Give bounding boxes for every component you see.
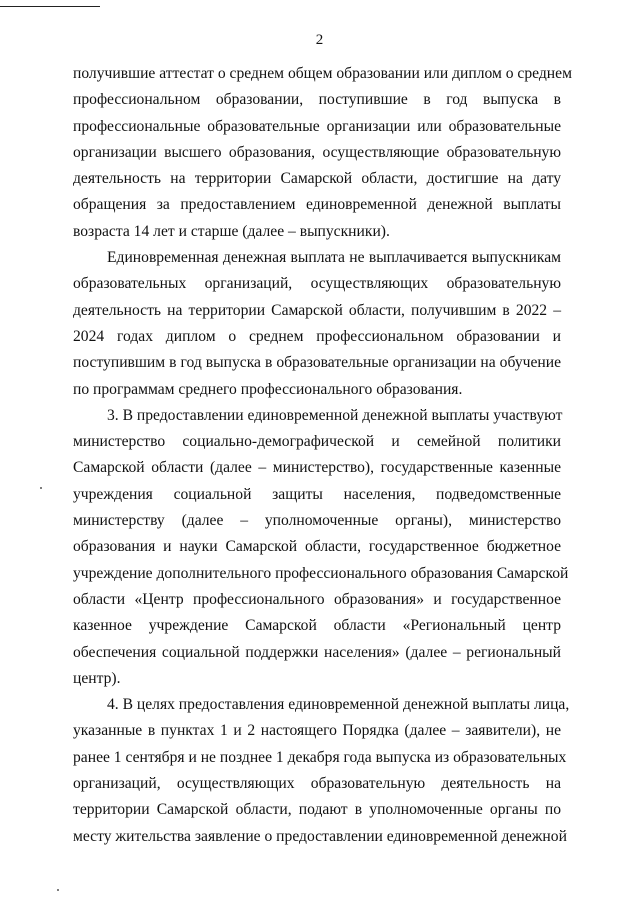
document-body bbox=[73, 61, 572, 850]
text-line: центр). bbox=[73, 669, 121, 687]
text-line: министерству (далее – уполномоченные органы), министерство bbox=[73, 512, 561, 530]
text-line: 2024 годах диплом о среднем профессиональном образовании и bbox=[73, 327, 561, 345]
text-line: получившие аттестат о среднем общем образовании или диплом о среднем bbox=[73, 65, 572, 82]
paragraph-3 bbox=[73, 403, 569, 692]
text-line: казенное учреждение Самарской области «Региональный центр bbox=[73, 617, 561, 635]
paragraph-2 bbox=[73, 245, 561, 403]
paragraph-1 bbox=[73, 61, 572, 245]
text-line: Самарской области (далее – министерство), государственные казенные bbox=[73, 459, 561, 477]
text-line: области «Центр профессионального образования» и государственное bbox=[73, 590, 561, 608]
text-line: учреждение дополнительного профессионального образования Самарской bbox=[73, 564, 569, 582]
text-line: обращения за предоставлением единовременной денежной выплаты bbox=[73, 196, 561, 214]
text-line: месту жительства заявление о предоставлении единовременной денежной bbox=[73, 827, 567, 845]
text-line: 3. В предоставлении единовременной денежной выплаты участвуют bbox=[107, 406, 563, 424]
paragraph-4 bbox=[73, 692, 570, 850]
text-line: поступившим в год выпуска в образовательные организации на обучение bbox=[73, 354, 561, 372]
scan-speck bbox=[40, 487, 42, 489]
text-line: ранее 1 сентября и не позднее 1 декабря года выпуска из образовательных bbox=[73, 748, 567, 766]
text-line: возраста 14 лет и старше (далее – выпускники). bbox=[73, 222, 390, 240]
text-line: 4. В целях предоставления единовременной денежной выплаты лица, bbox=[107, 696, 570, 714]
text-line: Единовременная денежная выплата не выплачивается выпускникам bbox=[107, 249, 561, 267]
page-number: 2 bbox=[315, 32, 324, 48]
scan-speck bbox=[57, 889, 59, 891]
header-rule bbox=[0, 6, 100, 7]
text-line: профессиональном образовании, поступившие в год выпуска в bbox=[73, 91, 561, 109]
text-line: министерство социально-демографической и семейной политики bbox=[73, 433, 561, 451]
text-line: деятельность на территории Самарской области, достигшие на дату bbox=[73, 170, 561, 188]
text-line: организаций, осуществляющих образовательную деятельность на bbox=[73, 775, 561, 793]
text-line: по программам среднего профессионального образования. bbox=[73, 380, 463, 398]
text-line: профессиональные образовательные организации или образовательные bbox=[73, 117, 561, 135]
text-line: образовательных организаций, осуществляющих образовательную bbox=[73, 275, 561, 293]
text-line: территории Самарской области, подают в уполномоченные органы по bbox=[73, 801, 561, 819]
text-line: образования и науки Самарской области, государственное бюджетное bbox=[73, 538, 561, 556]
text-line: учреждения социальной защиты населения, подведомственные bbox=[73, 485, 561, 503]
text-line: указанные в пунктах 1 и 2 настоящего Порядка (далее – заявители), не bbox=[73, 722, 561, 740]
text-line: организации высшего образования, осуществляющие образовательную bbox=[73, 143, 561, 161]
text-line: деятельность на территории Самарской области, получившим в 2022 – bbox=[73, 301, 561, 319]
text-line: обеспечения социальной поддержки населения» (далее – региональный bbox=[73, 643, 561, 661]
